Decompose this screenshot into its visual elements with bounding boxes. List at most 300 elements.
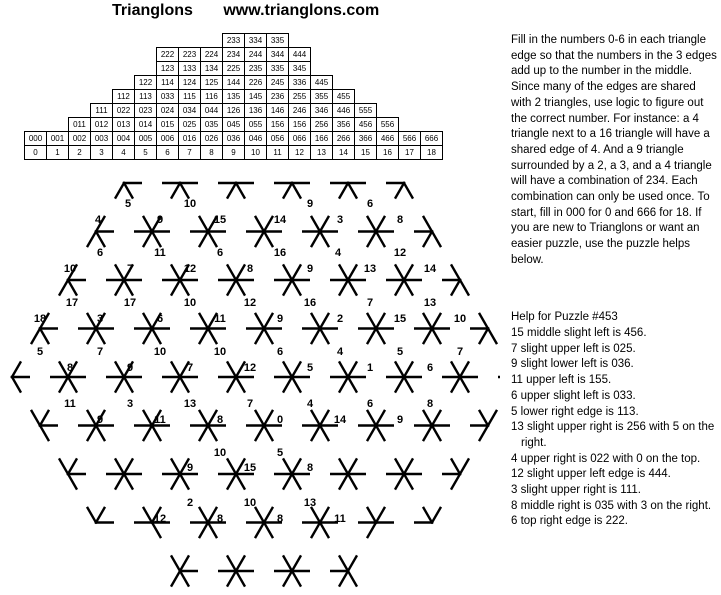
triangle-edge-stroke <box>424 232 432 247</box>
combo-cell: 013 <box>113 118 135 132</box>
triangle-edge-stroke <box>256 314 264 329</box>
triangle-number[interactable]: 8 <box>246 263 254 275</box>
combo-cell: 446 <box>333 104 355 118</box>
triangle-edge-stroke <box>312 329 320 344</box>
triangle-edge-stroke <box>432 508 440 523</box>
triangle-edge-stroke <box>312 217 320 232</box>
triangle-edge-stroke <box>432 411 440 426</box>
help-hint: 6 upper slight left is 033. <box>511 389 636 402</box>
triangle-number[interactable]: 15 <box>213 214 227 226</box>
combo-cell: 222 <box>157 48 179 62</box>
triangle-edge-stroke <box>172 377 180 392</box>
combo-cell: 366 <box>355 132 377 146</box>
triangle-edge-stroke <box>404 377 412 392</box>
sum-cell: 10 <box>245 146 267 160</box>
triangle-edge-stroke <box>376 329 384 344</box>
triangle-edge-stroke <box>228 474 236 489</box>
triangle-number[interactable]: 5 <box>124 198 132 210</box>
triangle-edge-stroke <box>488 411 496 426</box>
triangle-number[interactable]: 0 <box>276 414 284 426</box>
triangle-edge-stroke <box>396 183 404 198</box>
triangle-number[interactable]: 5 <box>306 362 314 374</box>
triangle-number[interactable]: 7 <box>366 297 374 309</box>
triangle-edge-stroke <box>144 314 152 329</box>
triangle-edge-stroke <box>172 280 180 295</box>
triangle-number[interactable]: 6 <box>276 346 284 358</box>
triangle-edge-stroke <box>340 459 348 474</box>
triangle-number[interactable]: 3 <box>126 398 134 410</box>
combo-cell: 134 <box>201 62 223 76</box>
triangle-edge-stroke <box>144 508 152 523</box>
triangle-number[interactable]: 13 <box>303 497 317 509</box>
triangle-edge-stroke <box>180 377 188 392</box>
combo-cell: 045 <box>223 118 245 132</box>
triangle-number[interactable]: 10 <box>183 297 197 309</box>
triangle-edge-stroke <box>312 232 320 247</box>
triangle-edge-stroke <box>172 362 180 377</box>
triangle-edge-stroke <box>452 459 460 474</box>
triangle-number[interactable]: 9 <box>186 462 194 474</box>
triangle-number[interactable]: 3 <box>336 214 344 226</box>
triangle-edge-stroke <box>312 314 320 329</box>
triangle-edge-stroke <box>424 411 432 426</box>
triangle-edge-stroke <box>340 183 348 198</box>
triangle-edge-stroke <box>96 329 104 344</box>
triangle-edge-stroke <box>116 459 124 474</box>
triangle-edge-stroke <box>124 474 132 489</box>
triangle-number[interactable]: 9 <box>96 414 104 426</box>
triangle-number[interactable]: 11 <box>154 414 166 426</box>
triangle-edge-stroke <box>404 265 412 280</box>
triangle-number[interactable]: 7 <box>246 398 254 410</box>
triangle-edge-stroke <box>460 362 468 377</box>
combo-cell: 124 <box>179 76 201 90</box>
triangle-number[interactable]: 9 <box>306 198 314 210</box>
triangle-edge-stroke <box>424 426 432 441</box>
triangle-number[interactable]: 4 <box>336 346 344 358</box>
combo-cell: 445 <box>311 76 333 90</box>
triangle-number[interactable]: 10 <box>453 313 467 325</box>
triangle-edge-stroke <box>396 362 404 377</box>
help-hint: 13 slight upper right is 256 with 5 on the right. <box>511 421 715 449</box>
triangle-edge-stroke <box>200 314 208 329</box>
triangle-number[interactable]: 9 <box>276 313 284 325</box>
triangle-edge-stroke <box>404 362 412 377</box>
triangle-number[interactable]: 14 <box>273 214 287 226</box>
triangle-edge-stroke <box>460 280 468 295</box>
help-hint: 8 middle right is 035 with 3 on the right. <box>511 499 712 512</box>
triangle-edge-stroke <box>404 280 412 295</box>
triangle-edge-stroke <box>284 474 292 489</box>
triangle-edge-stroke <box>236 280 244 295</box>
combo-cell: 046 <box>245 132 267 146</box>
help-hint: 3 slight upper right is 111. <box>511 484 641 497</box>
triangle-edge-stroke <box>480 426 488 441</box>
triangle-number[interactable]: 9 <box>306 263 314 275</box>
combo-cell: 056 <box>267 132 289 146</box>
triangle-edge-stroke <box>236 474 244 489</box>
triangle-edge-stroke <box>312 426 320 441</box>
triangle-edge-stroke <box>88 508 96 523</box>
triangle-number[interactable]: 6 <box>366 198 374 210</box>
triangle-edge-stroke <box>488 329 496 344</box>
sum-cell: 6 <box>157 146 179 160</box>
triangle-number[interactable]: 4 <box>94 214 102 226</box>
triangle-edge-stroke <box>320 411 328 426</box>
triangle-edge-stroke <box>116 265 124 280</box>
triangle-number[interactable]: 4 <box>306 398 314 410</box>
triangle-edge-stroke <box>340 571 348 586</box>
triangle-edge-stroke <box>208 329 216 344</box>
triangle-edge-stroke <box>320 232 328 247</box>
triangle-edge-stroke <box>376 232 384 247</box>
triangle-edge-stroke <box>340 362 348 377</box>
triangle-edge-stroke <box>340 377 348 392</box>
triangle-edge-stroke <box>236 377 244 392</box>
triangle-number[interactable]: 8 <box>306 462 314 474</box>
triangle-number[interactable]: 8 <box>216 414 224 426</box>
combo-cell: 025 <box>179 118 201 132</box>
triangle-number[interactable]: 14 <box>333 414 347 426</box>
triangle-edge-stroke <box>376 314 384 329</box>
triangle-edge-stroke <box>236 556 244 571</box>
triangle-edge-stroke <box>284 280 292 295</box>
triangle-edge-stroke <box>208 523 216 538</box>
triangle-edge-stroke <box>256 508 264 523</box>
triangle-edge-stroke <box>320 508 328 523</box>
combo-cell: 255 <box>289 90 311 104</box>
combo-cell: 345 <box>289 62 311 76</box>
triangle-edge-stroke <box>432 329 440 344</box>
combo-cell: 036 <box>223 132 245 146</box>
combo-cell: 044 <box>201 104 223 118</box>
triangle-number[interactable]: 11 <box>214 313 226 325</box>
triangle-number[interactable]: 5 <box>36 346 44 358</box>
triangle-edge-stroke <box>88 232 96 247</box>
triangle-edge-stroke <box>236 265 244 280</box>
sum-cell: 2 <box>69 146 91 160</box>
triangle-number[interactable]: 17 <box>123 297 137 309</box>
triangle-edge-stroke <box>124 459 132 474</box>
combo-cell: 112 <box>113 90 135 104</box>
triangle-edge-stroke <box>404 459 412 474</box>
triangle-edge-stroke <box>292 459 300 474</box>
triangle-edge-stroke <box>124 377 132 392</box>
triangle-number[interactable]: 13 <box>363 263 377 275</box>
triangle-edge-stroke <box>396 265 404 280</box>
triangle-edge-stroke <box>180 556 188 571</box>
triangle-edge-stroke <box>172 571 180 586</box>
triangle-edge-stroke <box>452 362 460 377</box>
triangle-number[interactable]: 15 <box>243 462 257 474</box>
triangle-number[interactable]: 7 <box>126 263 134 275</box>
triangle-number[interactable]: 5 <box>396 346 404 358</box>
triangle-number[interactable]: 8 <box>426 398 434 410</box>
triangle-edge-stroke <box>228 556 236 571</box>
triangle-number[interactable]: 4 <box>334 247 342 259</box>
triangle-number[interactable]: 9 <box>126 362 134 374</box>
triangle-edge-stroke <box>320 329 328 344</box>
triangle-edge-stroke <box>396 474 404 489</box>
triangle-number[interactable]: 16 <box>303 297 317 309</box>
combo-cell: 444 <box>289 48 311 62</box>
triangle-edge-stroke <box>348 377 356 392</box>
triangle-number[interactable]: 8 <box>216 513 224 525</box>
combo-cell: 136 <box>245 104 267 118</box>
triangle-edge-stroke <box>96 508 104 523</box>
triangle-edge-stroke <box>368 314 376 329</box>
triangle-number[interactable]: 13 <box>423 297 437 309</box>
triangle-edge-stroke <box>348 571 356 586</box>
triangle-edge-stroke <box>152 232 160 247</box>
combo-cell: 146 <box>267 104 289 118</box>
combo-cell: 555 <box>355 104 377 118</box>
help-hint: 5 lower right edge is 113. <box>511 405 639 418</box>
sum-cell: 0 <box>25 146 47 160</box>
triangle-number[interactable]: 12 <box>243 362 257 374</box>
triangle-edge-stroke <box>256 217 264 232</box>
help-list <box>511 326 719 530</box>
combo-cell: 156 <box>267 118 289 132</box>
combo-cell: 015 <box>157 118 179 132</box>
triangle-number[interactable]: 7 <box>186 362 194 374</box>
combo-cell: 344 <box>267 48 289 62</box>
triangle-edge-stroke <box>124 280 132 295</box>
combo-cell: 144 <box>223 76 245 90</box>
triangle-number[interactable]: 3 <box>96 313 104 325</box>
triangle-edge-stroke <box>264 523 272 538</box>
combo-cell: 006 <box>157 132 179 146</box>
triangle-number[interactable]: 8 <box>276 513 284 525</box>
triangle-edge-stroke <box>116 280 124 295</box>
triangle-edge-stroke <box>376 508 384 523</box>
triangle-number[interactable]: 12 <box>153 513 167 525</box>
triangle-number[interactable]: 2 <box>336 313 344 325</box>
combo-cell: 034 <box>179 104 201 118</box>
triangle-edge-stroke <box>88 329 96 344</box>
triangle-edge-stroke <box>96 426 104 441</box>
triangle-edge-stroke <box>368 426 376 441</box>
triangle-number[interactable]: 2 <box>186 497 194 509</box>
triangle-edge-stroke <box>200 508 208 523</box>
sum-cell: 11 <box>267 146 289 160</box>
triangle-edge-stroke <box>60 377 68 392</box>
triangle-number[interactable]: 12 <box>183 263 197 275</box>
triangle-number[interactable]: 11 <box>154 247 166 259</box>
triangle-edge-stroke <box>396 280 404 295</box>
triangle-edge-stroke <box>292 377 300 392</box>
triangle-edge-stroke <box>200 232 208 247</box>
triangle-edge-stroke <box>404 474 412 489</box>
triangle-edge-stroke <box>208 508 216 523</box>
triangle-edge-stroke <box>152 426 160 441</box>
instructions-text: Fill in the numbers 0-6 in each triangle edge so that the numbers in the 3 edges add up to the number in the middle. Since many of the edges are shared with 2 triangles, use logic to figure out the correct number. For instance: a 4 triangle next to a 16 triangle will have a shared edge of 4. And a 9 triangle surrounded by a 2, a 3, and a 4 triangle will have a combination of 234. Each combination can only be used once. To start, fill in 000 for 0 and 666 for 18. If you are new to Trianglons or want an easier puzzle, use the puzzle helps below. <box>511 34 717 266</box>
triangle-number[interactable]: 10 <box>243 497 257 509</box>
sum-cell: 15 <box>355 146 377 160</box>
combo-cell: 126 <box>223 104 245 118</box>
combo-cell: 246 <box>289 104 311 118</box>
sum-cell: 16 <box>377 146 399 160</box>
triangle-edge-stroke <box>228 459 236 474</box>
triangle-edge-stroke <box>348 265 356 280</box>
combo-cell: 223 <box>179 48 201 62</box>
triangle-edge-stroke <box>12 377 20 392</box>
triangle-edge-stroke <box>32 329 40 344</box>
triangle-edge-stroke <box>228 280 236 295</box>
combo-cell: 115 <box>179 90 201 104</box>
combo-cell: 066 <box>289 132 311 146</box>
combo-cell: 266 <box>333 132 355 146</box>
combo-cell: 016 <box>179 132 201 146</box>
triangle-edge-stroke <box>256 426 264 441</box>
triangle-edge-stroke <box>180 474 188 489</box>
triangle-number[interactable]: 1 <box>366 362 374 374</box>
triangle-edge-stroke <box>320 217 328 232</box>
combo-cell: 026 <box>201 132 223 146</box>
triangle-number[interactable]: 6 <box>216 247 224 259</box>
combo-cell: 166 <box>311 132 333 146</box>
triangle-number[interactable]: 10 <box>213 346 227 358</box>
triangle-edge-stroke <box>144 232 152 247</box>
triangle-edge-stroke <box>312 508 320 523</box>
triangle-number[interactable]: 5 <box>276 447 284 459</box>
triangle-edge-stroke <box>256 232 264 247</box>
sum-cell: 8 <box>201 146 223 160</box>
triangle-edge-stroke <box>452 265 460 280</box>
triangle-edge-stroke <box>432 232 440 247</box>
triangle-edge-stroke <box>480 411 488 426</box>
combo-cell: 004 <box>113 132 135 146</box>
combo-cell: 135 <box>223 90 245 104</box>
help-hint: 9 slight lower left is 036. <box>511 358 634 371</box>
combo-cell: 002 <box>69 132 91 146</box>
combo-cell: 335 <box>267 62 289 76</box>
triangle-edge-stroke <box>60 280 68 295</box>
help-hint: 6 top right edge is 222. <box>511 515 628 528</box>
triangle-edge-stroke <box>208 232 216 247</box>
triangle-edge-stroke <box>256 329 264 344</box>
combo-cell: 111 <box>91 104 113 118</box>
combo-cell: 245 <box>267 76 289 90</box>
triangle-edge-stroke <box>284 459 292 474</box>
triangle-number[interactable]: 17 <box>65 297 79 309</box>
triangle-edge-stroke <box>228 362 236 377</box>
combo-cell: 456 <box>355 118 377 132</box>
triangle-number[interactable]: 10 <box>183 198 197 210</box>
triangle-edge-stroke <box>292 362 300 377</box>
triangle-edge-stroke <box>200 329 208 344</box>
triangle-number[interactable]: 14 <box>423 263 437 275</box>
triangle-number[interactable]: 12 <box>393 247 407 259</box>
triangle-edge-stroke <box>348 459 356 474</box>
triangle-edge-stroke <box>284 362 292 377</box>
sum-cell: 1 <box>47 146 69 160</box>
combo-cell: 125 <box>201 76 223 90</box>
triangle-edge-stroke <box>152 329 160 344</box>
triangle-edge-stroke <box>116 474 124 489</box>
combo-cell: 244 <box>245 48 267 62</box>
triangle-number[interactable]: 10 <box>63 263 77 275</box>
triangle-edge-stroke <box>368 508 376 523</box>
triangle-number[interactable]: 11 <box>334 513 346 525</box>
triangle-edge-stroke <box>88 426 96 441</box>
triangle-edge-stroke <box>144 411 152 426</box>
triangle-edge-stroke <box>452 280 460 295</box>
triangle-number[interactable]: 10 <box>153 346 167 358</box>
sum-cell: 17 <box>399 146 421 160</box>
site-url-link[interactable]: www.trianglons.com <box>223 2 380 19</box>
triangle-edge-stroke <box>228 183 236 198</box>
triangle-edge-stroke <box>396 377 404 392</box>
triangle-number[interactable]: 18 <box>33 313 47 325</box>
triangle-edge-stroke <box>264 411 272 426</box>
triangle-edge-stroke <box>340 265 348 280</box>
triangle-edge-stroke <box>368 232 376 247</box>
sum-cell: 13 <box>311 146 333 160</box>
triangle-number[interactable]: 7 <box>96 346 104 358</box>
triangle-number[interactable]: 6 <box>96 247 104 259</box>
triangle-edge-stroke <box>348 474 356 489</box>
combo-cell: 233 <box>223 34 245 48</box>
sum-cell: 12 <box>289 146 311 160</box>
triangle-edge-stroke <box>424 314 432 329</box>
combo-cell: 356 <box>333 118 355 132</box>
triangle-edge-stroke <box>264 329 272 344</box>
triangle-edge-stroke <box>284 377 292 392</box>
combo-cell: 123 <box>157 62 179 76</box>
triangle-number[interactable]: 11 <box>64 398 76 410</box>
triangle-number[interactable]: 8 <box>66 362 74 374</box>
triangle-edge-stroke <box>404 183 412 198</box>
triangle-number[interactable]: 6 <box>156 313 164 325</box>
triangle-edge-stroke <box>88 314 96 329</box>
triangle-edge-stroke <box>12 362 20 377</box>
combo-cell: 156 <box>289 118 311 132</box>
triangle-edge-stroke <box>180 571 188 586</box>
triangle-number[interactable]: 10 <box>213 447 227 459</box>
triangle-number[interactable]: 6 <box>366 398 374 410</box>
help-title: Help for Puzzle #453 <box>511 311 618 323</box>
combo-cell: 556 <box>377 118 399 132</box>
combo-cell: 113 <box>135 90 157 104</box>
combo-cell: 012 <box>91 118 113 132</box>
triangle-edge-stroke <box>68 377 76 392</box>
triangle-number[interactable]: 15 <box>393 313 407 325</box>
triangle-number[interactable]: 16 <box>273 247 287 259</box>
combo-cell: 334 <box>245 34 267 48</box>
triangle-number[interactable]: 9 <box>396 414 404 426</box>
combo-cell: 234 <box>223 48 245 62</box>
combo-cell: 355 <box>311 90 333 104</box>
triangle-edge-stroke <box>368 217 376 232</box>
combo-cell: 023 <box>135 104 157 118</box>
triangle-edge-stroke <box>284 183 292 198</box>
triangle-edge-stroke <box>228 377 236 392</box>
triangle-edge-stroke <box>292 265 300 280</box>
help-hint: 15 middle slight left is 456. <box>511 327 647 339</box>
triangle-edge-stroke <box>264 217 272 232</box>
combo-cell: 256 <box>311 118 333 132</box>
triangle-number[interactable]: 13 <box>183 398 197 410</box>
triangle-number[interactable]: 6 <box>426 362 434 374</box>
triangle-number[interactable]: 12 <box>243 297 257 309</box>
triangle-number[interactable]: 8 <box>396 214 404 226</box>
triangle-number[interactable]: 7 <box>456 346 464 358</box>
triangle-number[interactable]: 9 <box>156 214 164 226</box>
combo-cell: 226 <box>245 76 267 90</box>
combo-cell: 466 <box>377 132 399 146</box>
triangle-edge-stroke <box>452 377 460 392</box>
